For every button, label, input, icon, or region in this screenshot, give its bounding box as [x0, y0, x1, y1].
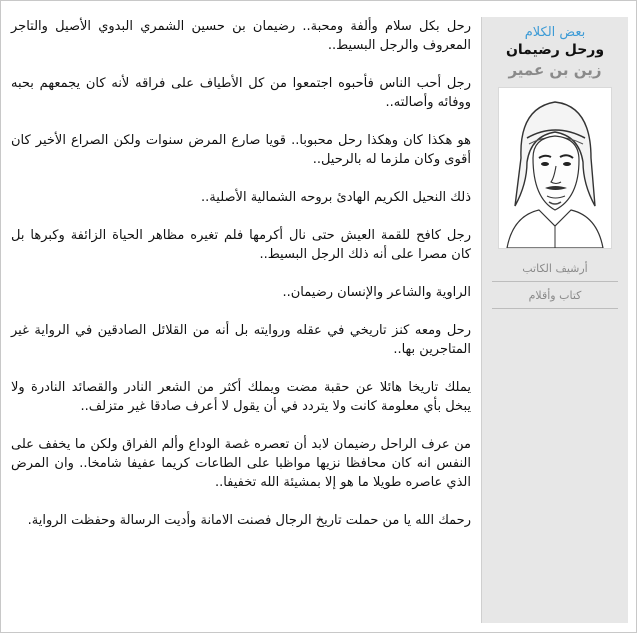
- article-paragraph: من عرف الراحل رضيمان لابد أن تعصره غصة الوداع وألم الفراق ولكن ما يخفف على النفس انه كان محافظا نزيها مواظبا على الطاعات كريما عفيفا شامخا.. وان المرض الذي عاصره طويلا ما هو إلا بمشيئة الله تخفيفا..: [11, 437, 471, 490]
- author-name[interactable]: زين بن عمير: [508, 61, 602, 79]
- article-paragraph: الراوية والشاعر والإنسان رضيمان..: [282, 285, 471, 300]
- article-paragraph: ذلك النحيل الكريم الهادئ بروحه الشمالية الأصلية..: [201, 190, 471, 205]
- article-paragraph: هو هكذا كان وهكذا رحل محبوبا.. قويا صارع المرض سنوات ولكن الصراع الأخير كان أقوى وكان ملزما له بالرحيل..: [11, 133, 471, 167]
- article-paragraph: رجل كافح للقمة العيش حتى نال أكرمها فلم تغيره مظاهر الحياة الزائفة وكبرها بل كان مصرا على أنه ذلك الرجل البسيط..: [11, 228, 471, 262]
- article-paragraph: رحل بكل سلام وألفة ومحبة.. رضيمان بن حسين الشمري البدوي الأصيل والتاجر المعروف والرجل البسيط..: [11, 19, 471, 53]
- writers-link[interactable]: كتاب وأقلام: [492, 282, 618, 309]
- article-title: ورحل رضيمان: [505, 42, 605, 58]
- article-body: [11, 17, 471, 625]
- author-portrait: [498, 87, 612, 249]
- article-paragraph: رجل أحب الناس فأحبوه اجتمعوا من كل الأطياف على فراقه لأنه كان يجمعهم بحبه ووفائه وأصالته..: [11, 76, 471, 110]
- article-paragraph: يملك تاريخا هائلا عن حقبة مضت ويملك أكثر من الشعر النادر والقصائد النادرة ولا يبخل بأي معلومة كانت ولا يتردد في أن يقول لا أعرف صادقا غير متزلف..: [11, 380, 471, 414]
- article-paragraph: رحمك الله يا من حملت تاريخ الرجال فصنت الامانة وأديت الرسالة وحفظت الرواية.: [27, 513, 471, 528]
- author-sidebar: [481, 17, 628, 623]
- article-paragraph: رحل ومعه كنز تاريخي في عقله وروايته بل أنه من القلائل الصادقين في الرواية غير المتاجرين بها..: [11, 323, 471, 357]
- column-name[interactable]: بعض الكلام: [524, 25, 586, 40]
- author-archive-link[interactable]: أرشيف الكاتب: [492, 255, 618, 282]
